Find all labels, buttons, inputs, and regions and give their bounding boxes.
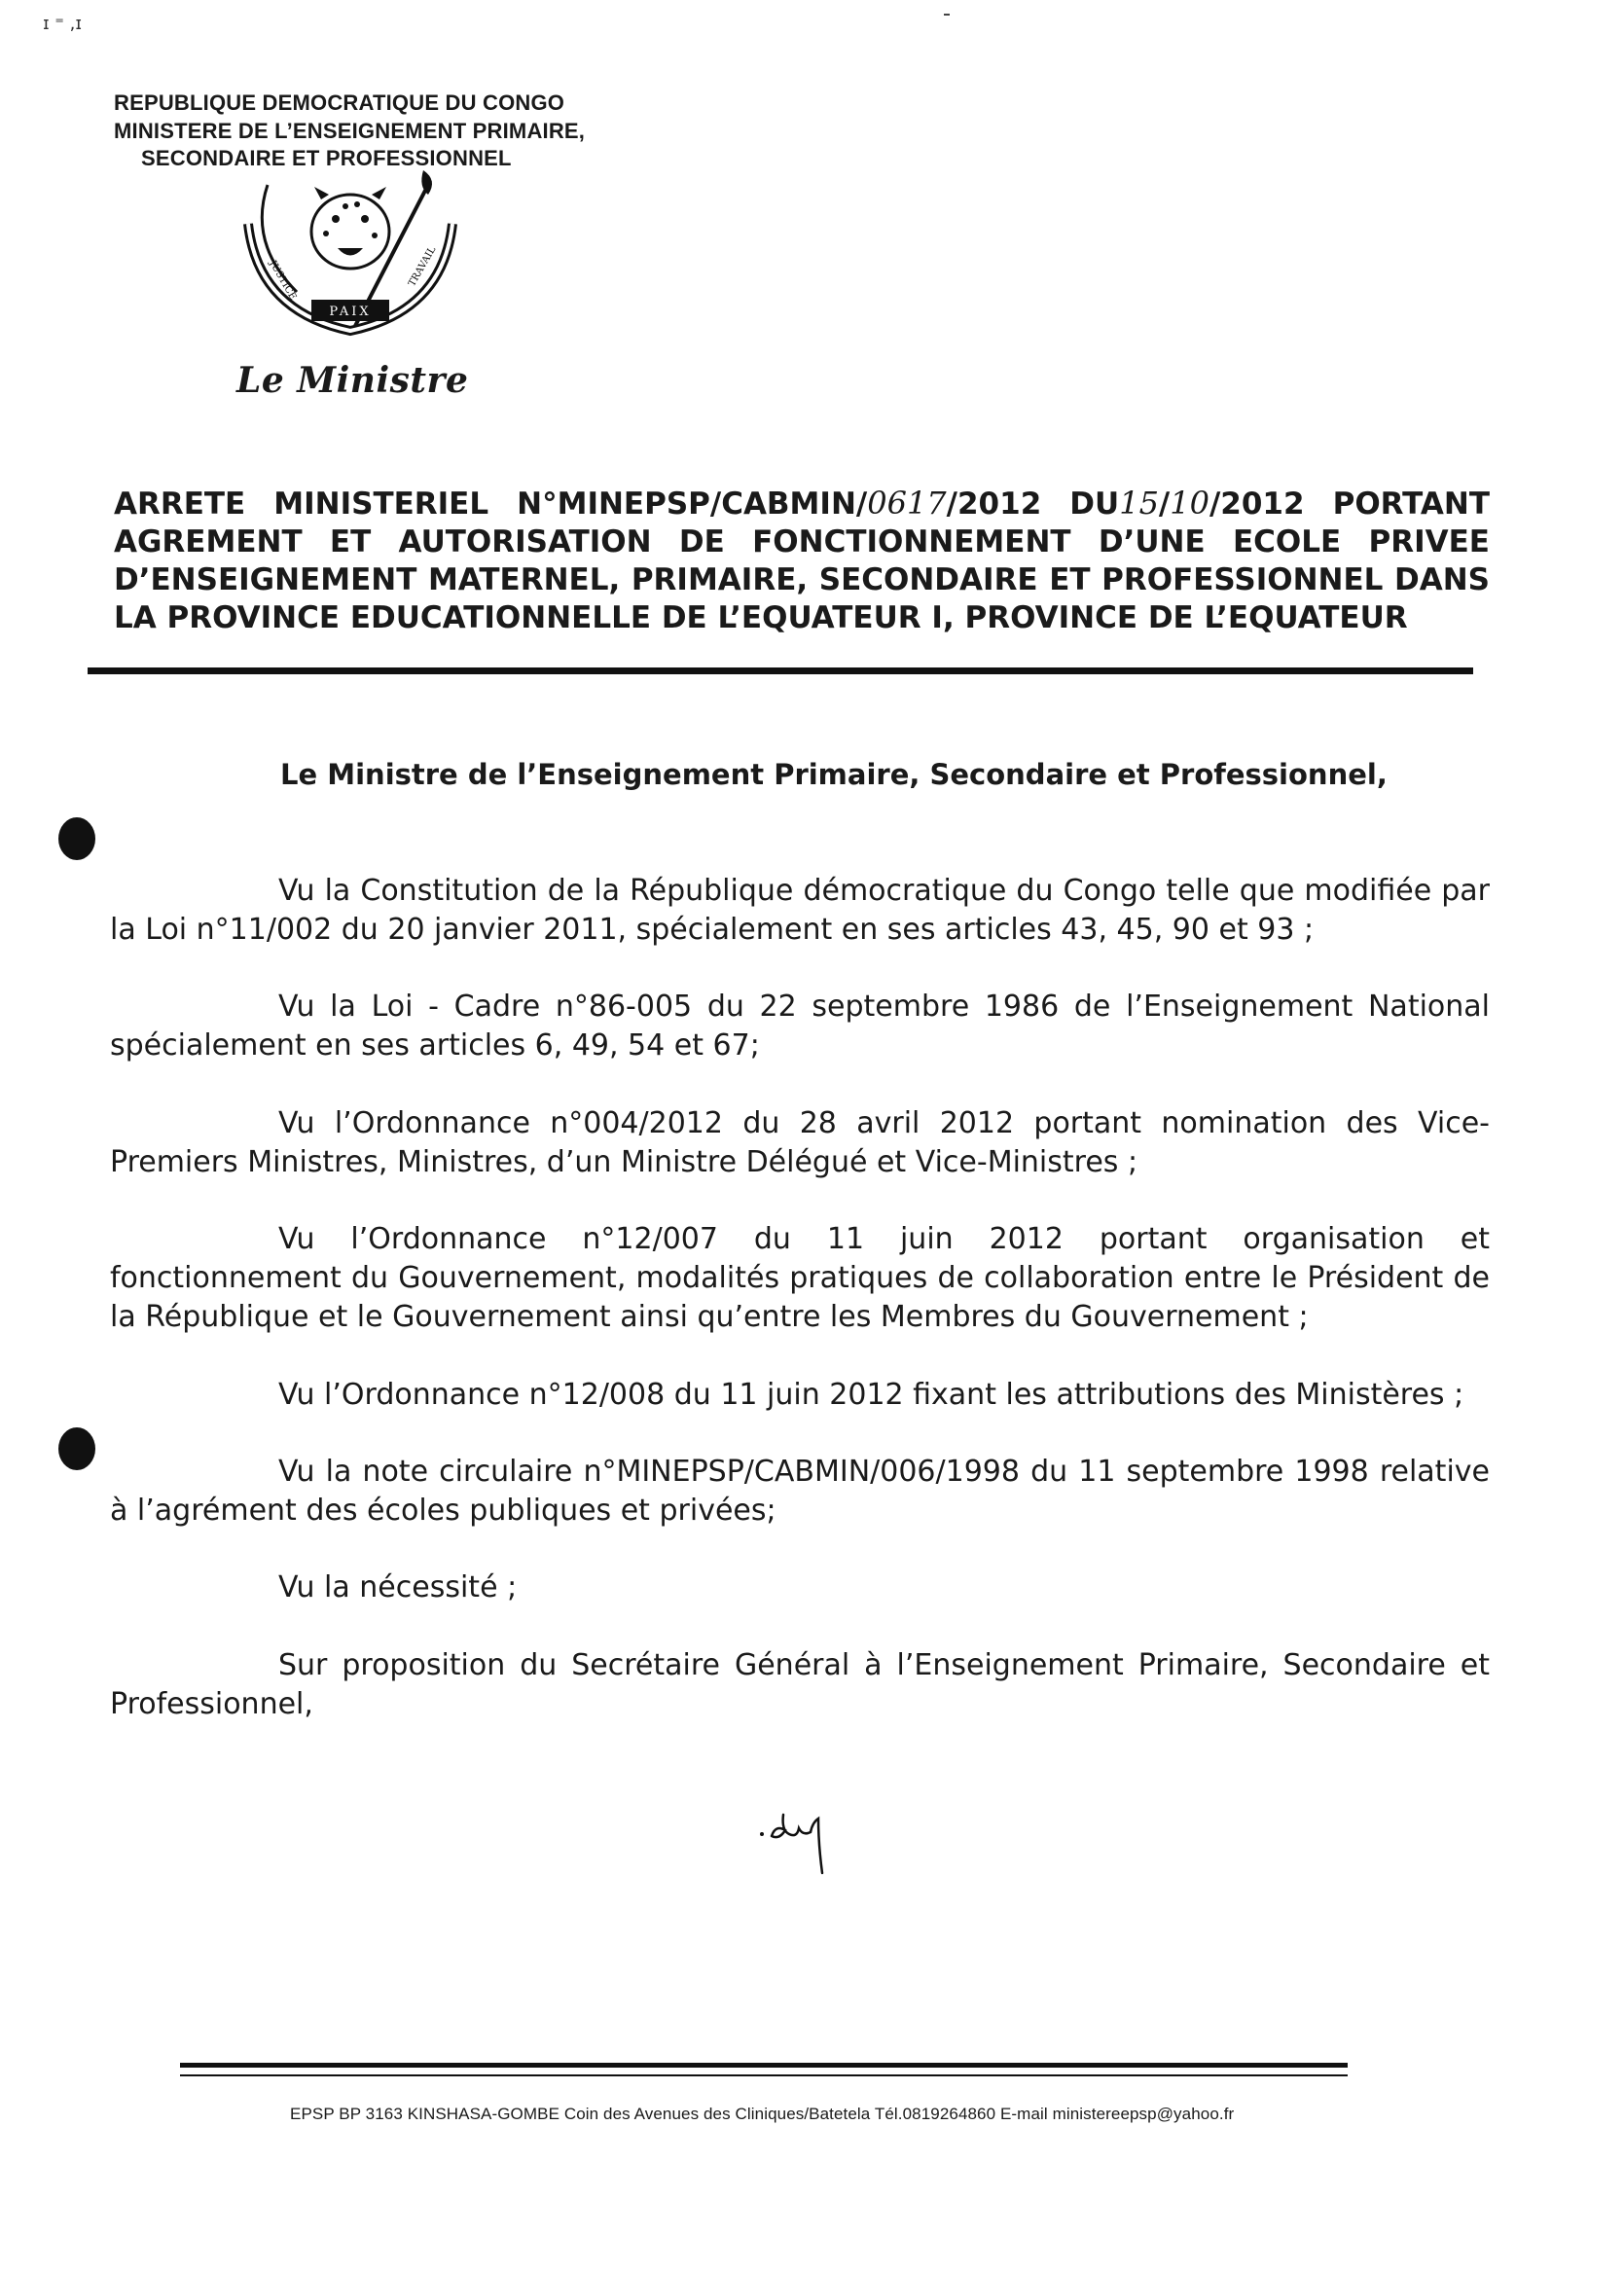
handwritten-day: 15 [1119,485,1159,522]
scan-marks: ɪ ⁼ ,ɪ [43,14,83,34]
emblem-word-work: TRAVAIL [407,244,439,289]
paragraph-ordonnance-007: Vu l’Ordonnance n°12/007 du 11 juin 2012 portant organisation et fonctionnement du Gouvernement, modalités pratiques de collaboration entre le Président de la République et le Gouvernement ainsi qu’entre les Membres du Gouvernement ; [110,1222,1490,1334]
handwritten-month: 10 [1170,485,1209,522]
footer-rule-thick [180,2063,1348,2068]
minister-signature-title: Le Ministre [236,360,469,401]
minister-heading: Le Ministre de l’Enseignement Primaire, Secondaire et Professionnel, [280,758,1388,791]
paragraph-note-circulaire: Vu la note circulaire n°MINEPSP/CABMIN/006/1998 du 11 septembre 1998 relative à l’agrément des écoles publiques et privées; [110,1455,1490,1528]
scan-speck [944,14,950,16]
header-line-department: SECONDAIRE ET PROFESSIONNEL [141,146,512,170]
handwritten-initials [754,1805,851,1883]
title-line-2: AGREMENT ET AUTORISATION DE FONCTIONNEMENT D’UNE ECOLE PRIVEE [114,524,1490,559]
paragraph-loi-cadre: Vu la Loi - Cadre n°86-005 du 22 septembre 1986 de l’Enseignement National spécialement en ses articles 6, 49, 54 et 67; [110,990,1490,1063]
paragraph-proposition: Sur proposition du Secrétaire Général à l’Enseignement Primaire, Secondaire et Professionnel, [110,1648,1490,1721]
emblem-word-peace: PAIX [329,305,372,319]
paragraph-necessite: Vu la nécessité ; [278,1570,518,1604]
coat-of-arms-icon [229,165,472,360]
header-line-ministry: MINISTERE DE L’ENSEIGNEMENT PRIMAIRE, [114,119,586,143]
title-divider [88,667,1473,674]
paragraph-ordonnance-008: Vu l’Ordonnance n°12/008 du 11 juin 2012 fixant les attributions des Ministères ; [278,1378,1464,1412]
footer-rule-thin [180,2074,1348,2076]
header-line-republic: REPUBLIQUE DEMOCRATIQUE DU CONGO [114,90,565,115]
decree-title [114,485,1490,637]
punch-hole-bottom [58,1427,95,1470]
footer-contact: EPSP BP 3163 KINSHASA-GOMBE Coin des Avenues des Cliniques/Batetela Tél.0819264860 E-mail ministereepsp@yahoo.fr [290,2105,1235,2123]
svg-text:da: da [754,1805,756,1806]
emblem-word-justice: JUSTICE [267,259,299,303]
title-line-3: D’ENSEIGNEMENT MATERNEL, PRIMAIRE, SECONDAIRE ET PROFESSIONNEL DANS [114,562,1490,597]
title-line-1: ARRETE MINISTERIEL N°MINEPSP/CABMIN/0617/2012 DU15/10/2012 PORTANT [114,485,1490,522]
punch-hole-top [58,817,95,860]
handwritten-number: 0617 [867,485,947,522]
paragraph-constitution: Vu la Constitution de la République démocratique du Congo telle que modifiée par la Loi n°11/002 du 20 janvier 2011, spécialement en ses articles 43, 45, 90 et 93 ; [110,874,1490,947]
title-line-4: LA PROVINCE EDUCATIONNELLE DE L’EQUATEUR I, PROVINCE DE L’EQUATEUR [114,600,1408,635]
paragraph-ordonnance-004: Vu l’Ordonnance n°004/2012 du 28 avril 2012 portant nomination des Vice-Premiers Ministres, Ministres, d’un Ministre Délégué et Vice-Ministres ; [110,1106,1490,1179]
